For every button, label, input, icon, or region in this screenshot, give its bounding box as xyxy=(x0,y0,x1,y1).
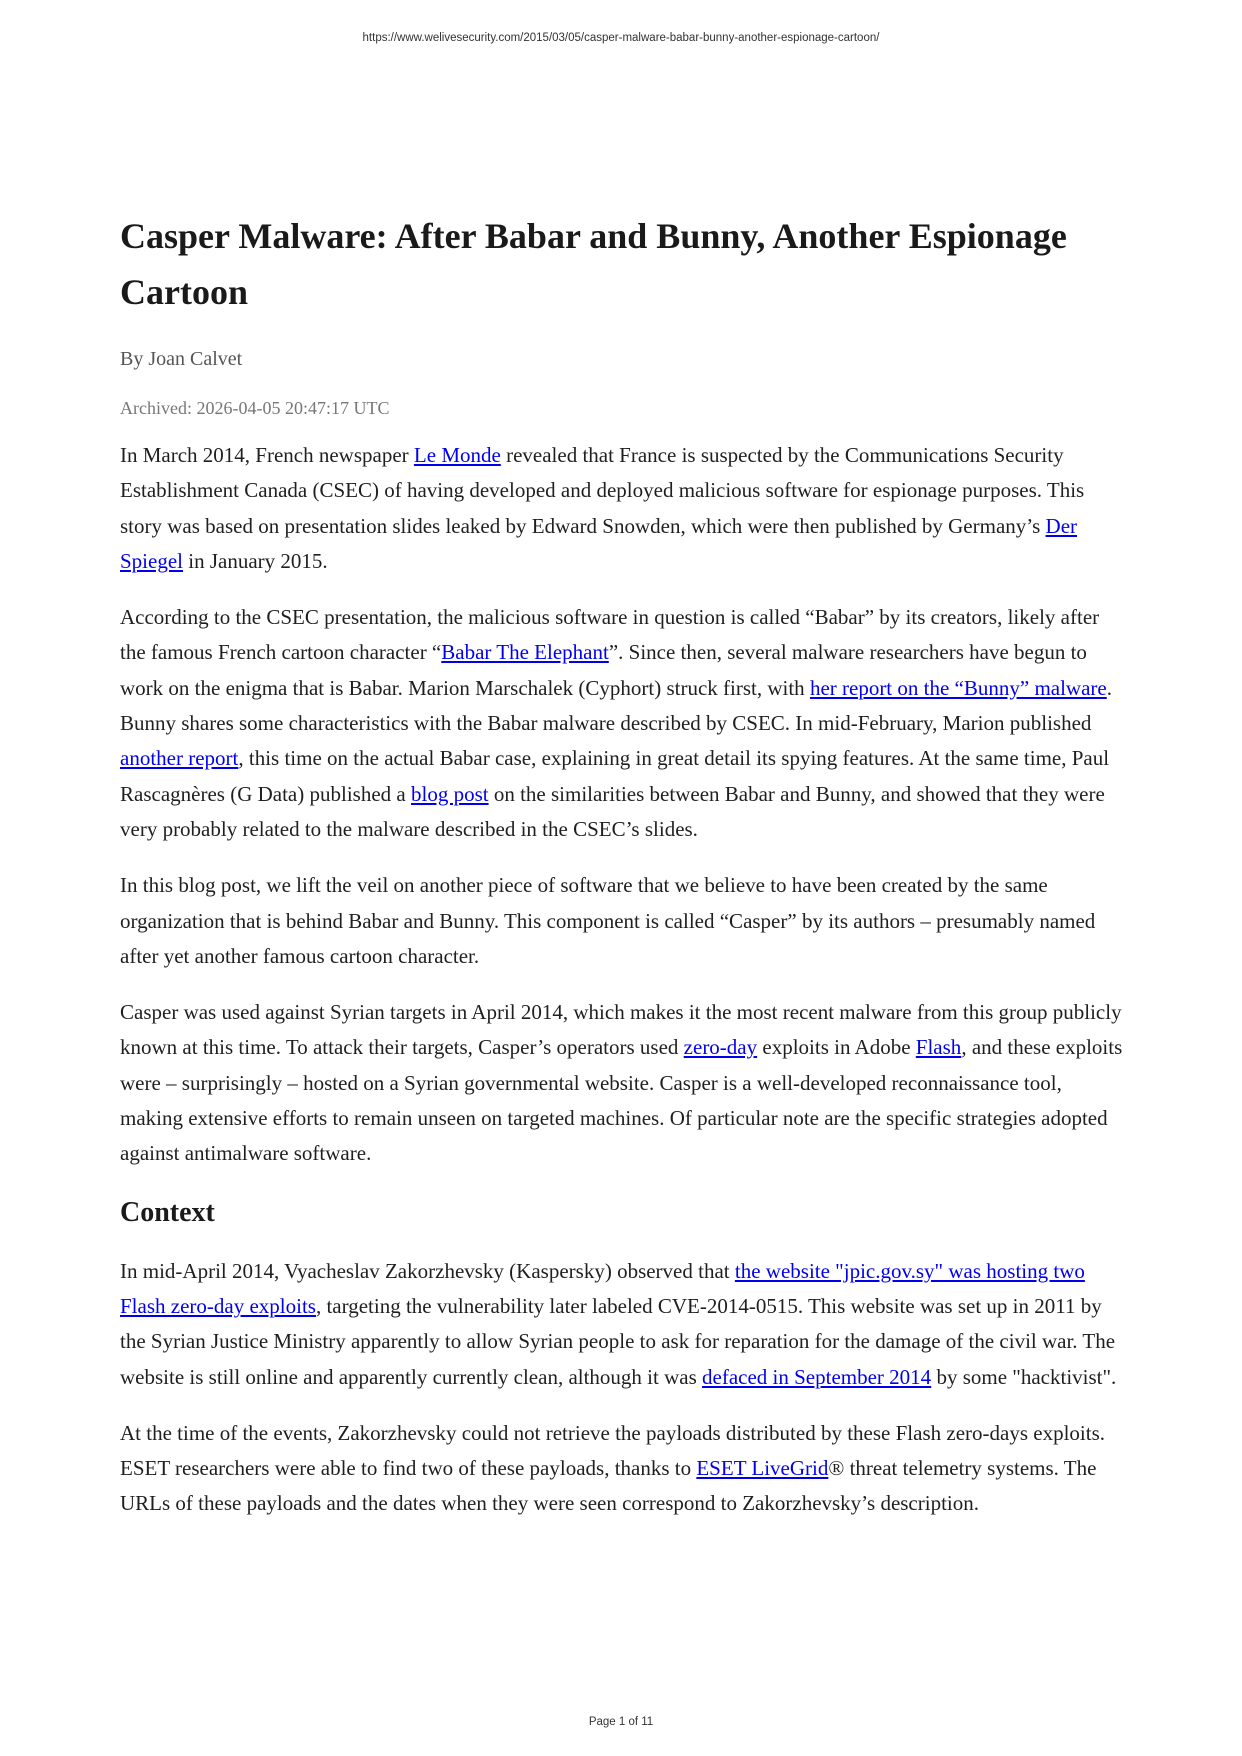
paragraph-4-text-3: , and these exploits were – surprisingly – hosted on a Syrian governmental website. Casper is a well-developed reconnaissance tool, making extensive efforts to remain unseen on targeted machines. Of particular note are the specific strategies adopted against antimalware software. xyxy=(120,1035,1123,1166)
link-eset-livegrid[interactable]: ESET LiveGrid xyxy=(696,1456,829,1481)
link-babar-the-elephant[interactable]: Babar The Elephant xyxy=(441,640,609,665)
paragraph-1-text-3: in January 2015. xyxy=(183,548,328,573)
byline: By Joan Calvet xyxy=(120,348,243,370)
link-le-monde[interactable]: Le Monde xyxy=(413,443,501,467)
paragraph-2 xyxy=(120,600,1130,847)
paragraph-4 xyxy=(120,995,1130,1171)
paragraph-3-text-1: In this blog post, we lift the veil on another piece of software that we believe to have been created by the same organization that is behind Babar and Bunny. This component is called “Casper” by its authors – presumably named after yet another famous cartoon character. xyxy=(120,873,1096,968)
paragraph-2-text-4: , this time on the actual Babar case, explaining in great detail its spying features. At the same time, Paul Rascagnères (G Data) published a xyxy=(120,746,1110,806)
paragraph-5 xyxy=(120,1254,1130,1395)
paragraph-2-text-2: ”. Since then, several malware researchers have begun to work on the enigma that is Babar. Marion Marschalek (Cyphort) struck first, with xyxy=(120,640,1087,700)
paragraph-6-text-1: At the time of the events, Zakorzhevsky could not retrieve the payloads distributed by these Flash zero-days exploits. ESET researchers were able to find two of these payloads, thanks to xyxy=(120,1420,1105,1481)
link-defaced[interactable]: defaced in September 2014 xyxy=(702,1364,932,1389)
paragraph-2-text-1: According to the CSEC presentation, the malicious software in question is called “Babar” by its creators, likely after the famous French cartoon character “ xyxy=(120,605,1100,665)
paragraph-4-text-2: exploits in Adobe xyxy=(757,1035,916,1060)
paragraph-5-text-2: , targeting the vulnerability later labeled CVE-2014-0515. This website was set up in 2011 by the Syrian Justice Ministry apparently to allow Syrian people to ask for reparation for the damage of the civil war. The website is still online and apparently currently clean, although it was xyxy=(120,1293,1116,1389)
archived-timestamp: Archived: 2026-04-05 20:47:17 UTC xyxy=(120,398,390,418)
link-der-spiegel[interactable]: Der Spiegel xyxy=(120,513,1078,573)
paragraph-4-text-1: Casper was used against Syrian targets in April 2014, which makes it the most recent malware from this group publicly known at this time. To attack their targets, Casper’s operators used xyxy=(120,1000,1122,1060)
link-flash[interactable]: Flash xyxy=(915,1035,962,1060)
link-zero-day[interactable]: zero-day xyxy=(683,1035,758,1060)
paragraph-1-text-1: In March 2014, French newspaper xyxy=(120,443,414,467)
paragraph-1-text-2: revealed that France is suspected by the Communications Security Establishment Canada (CSEC) of having developed and deployed malicious software for espionage purposes. This story was based on presentation slides leaked by Edward Snowden, which were then published by Germany’s xyxy=(120,443,1085,538)
article xyxy=(120,208,1130,1543)
paragraph-5-text-3: by some "hacktivist". xyxy=(931,1364,1117,1389)
paragraph-1 xyxy=(120,438,1130,579)
paragraph-6-text-2: ® threat telemetry systems. The URLs of these payloads and the dates when they were seen correspond to Zakorzhevsky’s description. xyxy=(120,1456,1097,1516)
section-heading-context: Context xyxy=(120,1196,215,1228)
paragraph-6 xyxy=(120,1416,1130,1522)
paragraph-3 xyxy=(120,868,1130,974)
paragraph-5-text-1: In mid-April 2014, Vyacheslav Zakorzhevsky (Kaspersky) observed that xyxy=(120,1258,735,1283)
link-blog-post[interactable]: blog post xyxy=(410,781,489,806)
paragraph-2-text-5: on the similarities between Babar and Bunny, and showed that they were very probably related to the malware described in the CSEC’s slides. xyxy=(120,781,1105,841)
page-number: Page 1 of 11 xyxy=(588,1716,654,1728)
link-another-report[interactable]: another report xyxy=(120,746,239,771)
link-bunny-report[interactable]: her report on the “Bunny” malware xyxy=(809,675,1107,700)
page-url-header: https://www.welivesecurity.com/2015/03/05/casper-malware-babar-bunny-another-espionage-cartoon/ xyxy=(362,32,880,44)
paragraph-2-text-3: . Bunny shares some characteristics with the Babar malware described by CSEC. In mid-February, Marion published xyxy=(120,675,1112,736)
link-jpic-website[interactable]: the website "jpic.gov.sy" was hosting two Flash zero-day exploits xyxy=(120,1258,1085,1318)
article-title: Casper Malware: After Babar and Bunny, Another Espionage Cartoon xyxy=(120,216,1067,312)
